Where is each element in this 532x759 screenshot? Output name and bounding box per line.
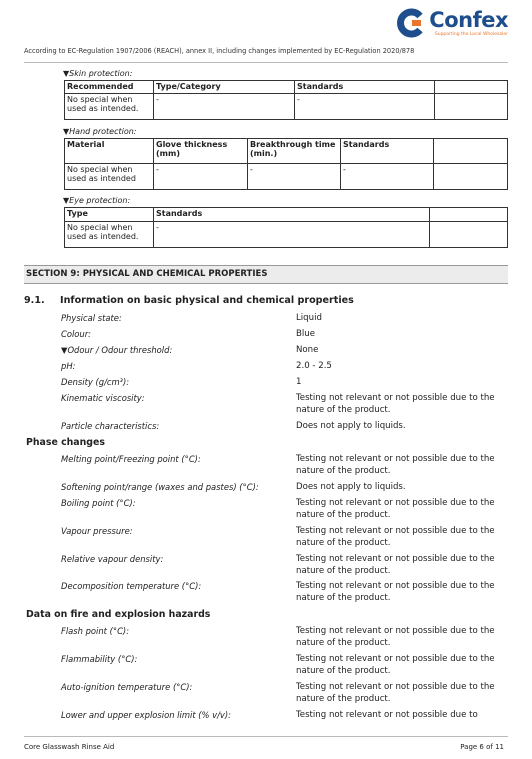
- table-header: Breakthrough time (min.): [248, 139, 341, 164]
- property-label: Softening point/range (waxes and pastes) (°C):: [61, 482, 259, 492]
- property-value: Blue: [296, 329, 316, 339]
- property-label: Kinematic viscosity:: [61, 393, 145, 403]
- subsection-number: 9.1.: [24, 295, 45, 306]
- table-cell: No special when used as intended.: [65, 222, 154, 248]
- table-header: [435, 81, 508, 94]
- table-header: Type: [65, 208, 154, 222]
- property-value: Testing not relevant or not possible due to the nature of the product.: [296, 581, 495, 603]
- property-label: Vapour pressure:: [61, 526, 133, 536]
- property-value: 1: [296, 377, 302, 387]
- hand-protection-heading: ▼Hand protection:: [63, 127, 137, 136]
- table-cell: -: [154, 222, 430, 248]
- property-label: Physical state:: [61, 313, 122, 323]
- table-cell: -: [154, 164, 248, 190]
- property-value: Testing not relevant or not possible due to the nature of the product.: [296, 554, 495, 576]
- property-label: Relative vapour density:: [61, 554, 164, 564]
- property-label: ▼Odour / Odour threshold:: [61, 345, 173, 355]
- property-value: Testing not relevant or not possible due to the nature of the product.: [296, 682, 495, 704]
- property-label: Colour:: [61, 329, 91, 339]
- property-label: pH:: [61, 361, 76, 371]
- property-label: Flammability (°C):: [61, 654, 138, 664]
- property-label: Lower and upper explosion limit (% v/v):: [61, 710, 231, 720]
- property-label: Density (g/cm³):: [61, 377, 130, 387]
- table-header: [434, 139, 508, 164]
- property-label: Particle characteristics:: [61, 421, 160, 431]
- table-cell: [435, 94, 508, 120]
- table-cell: No special when used as intended.: [65, 94, 154, 120]
- property-label: Decomposition temperature (°C):: [61, 581, 202, 591]
- property-label: Boiling point (°C):: [61, 498, 136, 508]
- property-value: Testing not relevant or not possible due to: [296, 710, 478, 720]
- table-header: Recommended: [65, 81, 154, 94]
- brand-name: Confex: [429, 8, 508, 32]
- property-value: Testing not relevant or not possible due to the nature of the product.: [296, 393, 495, 415]
- section-heading: [24, 265, 508, 284]
- property-value: Does not apply to liquids.: [296, 482, 406, 492]
- table-header: Glove thickness (mm): [154, 139, 248, 164]
- logo-c-icon: [396, 8, 426, 38]
- table-cell: -: [295, 94, 435, 120]
- property-label: Melting point/Freezing point (°C):: [61, 454, 201, 464]
- footer-product-name: Core Glasswash Rinse Aid: [24, 743, 115, 751]
- eye-protection-table: [64, 207, 508, 248]
- hand-protection-table: [64, 138, 508, 190]
- property-value: Does not apply to liquids.: [296, 421, 406, 431]
- table-cell: -: [341, 164, 434, 190]
- property-value: Testing not relevant or not possible due to the nature of the product.: [296, 654, 495, 676]
- table-cell: No special when used as intended: [65, 164, 154, 190]
- section-title: SECTION 9: PHYSICAL AND CHEMICAL PROPERTIES: [26, 269, 268, 279]
- table-cell: [430, 222, 508, 248]
- skin-protection-heading: ▼Skin protection:: [63, 69, 133, 78]
- property-label: Auto-ignition temperature (°C):: [61, 682, 193, 692]
- property-value: Testing not relevant or not possible due to the nature of the product.: [296, 498, 495, 520]
- property-value: Liquid: [296, 313, 322, 323]
- header-divider: [24, 62, 508, 63]
- footer-divider: [24, 736, 508, 737]
- skin-protection-table: [64, 80, 508, 120]
- eye-protection-heading: ▼Eye protection:: [63, 196, 131, 205]
- property-value: None: [296, 345, 319, 355]
- table-header: Standards: [341, 139, 434, 164]
- table-cell: -: [248, 164, 341, 190]
- table-header: Standards: [154, 208, 430, 222]
- property-value: 2.0 - 2.5: [296, 361, 332, 371]
- fire-hazards-heading: Data on fire and explosion hazards: [26, 609, 211, 620]
- table-header: Standards: [295, 81, 435, 94]
- property-value: Testing not relevant or not possible due to the nature of the product.: [296, 526, 495, 548]
- table-cell: -: [154, 94, 295, 120]
- table-header: Type/Category: [154, 81, 295, 94]
- footer-page-number: Page 6 of 11: [460, 743, 504, 751]
- property-label: Flash point (°C):: [61, 626, 130, 636]
- table-header: [430, 208, 508, 222]
- brand-logo: [396, 5, 508, 41]
- brand-tagline: Supporting the Local Wholesaler: [434, 32, 508, 37]
- property-value: Testing not relevant or not possible due to the nature of the product.: [296, 454, 495, 476]
- phase-changes-heading: Phase changes: [26, 437, 105, 448]
- subsection-title: Information on basic physical and chemical properties: [60, 295, 354, 306]
- regulation-note: According to EC-Regulation 1907/2006 (REACH), annex II, including changes implemented by EC-Regulation 2020/878: [24, 47, 415, 55]
- property-value: Testing not relevant or not possible due to the nature of the product.: [296, 626, 495, 648]
- table-cell: [434, 164, 508, 190]
- subsection-heading: [24, 295, 354, 306]
- table-header: Material: [65, 139, 154, 164]
